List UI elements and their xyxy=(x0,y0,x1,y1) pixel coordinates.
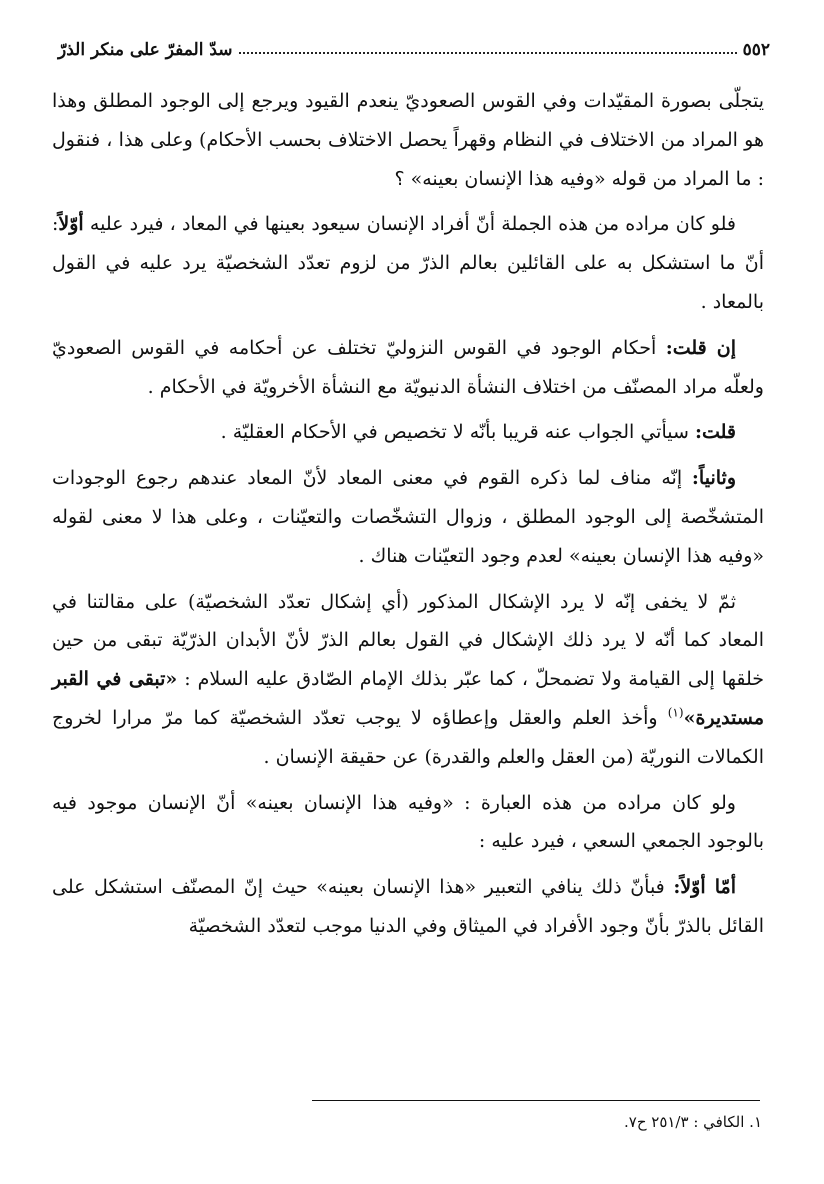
bold-term: إن قلت: xyxy=(665,336,737,359)
paragraph xyxy=(52,329,764,407)
text-segment: يتجلّى بصورة المقيّدات وفي القوس الصعوديّ ينعدم القيود ويرجع إلى الوجود المطلق وهذا هو المراد من الاختلاف في النظام وقهراً يحصل الاختلاف بحسب الأحكام) وعلى هذا ، فنقول : ما المراد من قوله «وفيه هذا الإنسان بعينه» ؟ xyxy=(52,90,764,190)
text-segment: إنّه مناف لما ذكره القوم في معنى المعاد لأنّ المعاد عندهم رجوع الوجودات المتشخّصة إلى الوجود المطلق ، وزوال التشخّصات والتعيّنات ، وعلى هذا لا معنى لقوله «وفيه هذا الإنسان بعينه» لعدم وجود التعيّنات هناك . xyxy=(52,467,764,567)
text-segment: فلو كان مراده من هذه الجملة أنّ أفراد الإنسان سيعود بعينها في المعاد ، فيرد عليه xyxy=(83,213,736,236)
paragraph xyxy=(52,784,764,862)
page-header xyxy=(58,30,770,60)
footnote-reference: (١) xyxy=(667,705,684,720)
body-text xyxy=(52,82,764,946)
bold-term: قلت: xyxy=(694,421,736,444)
bold-term: وثانياً: xyxy=(691,467,736,490)
text-segment: سيأتي الجواب عنه قريبا بأنّه لا تخصيص في الأحكام العقليّة . xyxy=(220,421,695,444)
footnote: ١. الكافي : ٢٥١/٣ ح٧. xyxy=(623,1113,762,1131)
text-segment: وأخذ العلم والعقل وإعطاؤه لا يوجب تعدّد الشخصيّة كما مرّ مرارا لخروج الكمالات النوريّة (من العقل والعلم والقدرة) عن حقيقة الإنسان . xyxy=(52,706,764,768)
paragraph xyxy=(52,583,764,777)
footnote-separator xyxy=(312,1100,760,1101)
header-dot-leader xyxy=(239,52,737,54)
bold-term: أمّا أوّلاً: xyxy=(673,876,736,899)
text-segment: : أنّ ما استشكل به على القائلين بعالم الذرّ من لزوم تعدّد الشخصيّة يرد عليه في القول بالمعاد . xyxy=(52,213,764,313)
bold-term: «تبقى في القبر مستديرة» xyxy=(52,668,764,729)
paragraph xyxy=(52,459,764,575)
page-number: ٥٥٢ xyxy=(742,40,770,60)
paragraph xyxy=(52,868,764,946)
running-title: سدّ المفرّ على منكر الذرّ xyxy=(58,40,233,60)
bold-term: أوّلاً xyxy=(58,213,84,236)
text-segment: ثمّ لا يخفى إنّه لا يرد الإشكال المذكور (أي إشكال تعدّد الشخصيّة) على مقالتنا في المعاد كما أنّه لا يرد ذلك الإشكال في القول بعالم الذرّ لأنّ الأبدان الذرّيّة تبقى من حين خلقها إلى القيامة ولا تضمحلّ ، كما عبّر بذلك الإمام الصّادق عليه السلام : xyxy=(52,590,764,691)
text-segment: فبأنّ ذلك ينافي التعبير «هذا الإنسان بعينه» حيث إنّ المصنّف استشكل على القائل بالذرّ بأنّ وجود الأفراد في الميثاق وفي الدنيا موجب لتعدّد الشخصيّة xyxy=(52,876,764,937)
text-segment: ولو كان مراده من هذه العبارة : «وفيه هذا الإنسان بعينه» أنّ الإنسان موجود فيه بالوجود الجمعي السعي ، فيرد عليه : xyxy=(52,791,764,853)
paragraph xyxy=(52,413,764,452)
paragraph xyxy=(52,205,764,321)
text-segment: أحكام الوجود في القوس النزوليّ تختلف عن أحكامه في القوس الصعوديّ ولعلّه مراد المصنّف من اختلاف النشأة الدنيويّة مع النشأة الأخرويّة في الأحكام . xyxy=(52,336,764,398)
paragraph xyxy=(52,82,764,198)
